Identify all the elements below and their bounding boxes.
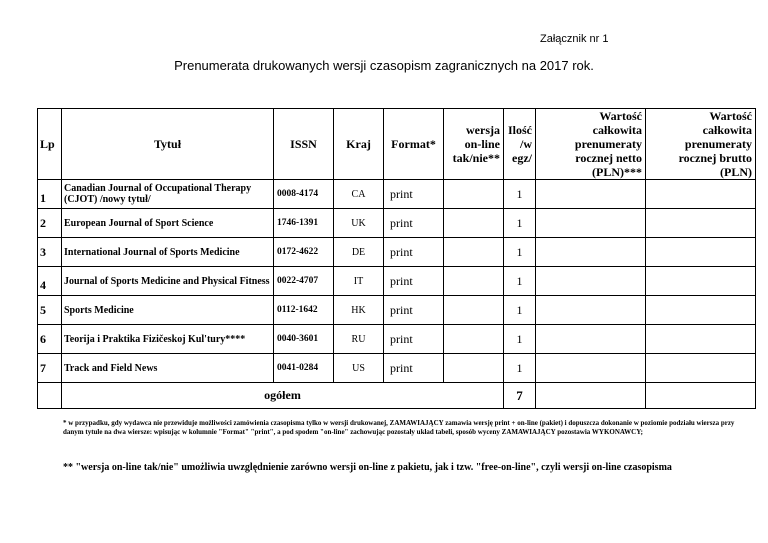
row-tytul: Track and Field News: [62, 354, 274, 383]
row-ilosc: 1: [504, 180, 536, 209]
table-row: [38, 180, 756, 209]
row-lp: 2: [38, 209, 62, 238]
row-netto-cell: [536, 180, 646, 209]
row-brutto-cell: [646, 296, 756, 325]
row-format: print: [384, 354, 444, 383]
header-wersja: wersja on-line tak/nie**: [444, 109, 504, 180]
row-kraj: US: [334, 354, 384, 383]
total-lp-cell: [38, 383, 62, 409]
row-format: print: [384, 209, 444, 238]
row-wersja-cell: [444, 325, 504, 354]
header-row: [38, 109, 756, 180]
row-kraj: CA: [334, 180, 384, 209]
total-brutto-cell: [646, 383, 756, 409]
row-lp: 4: [38, 267, 62, 296]
row-kraj: HK: [334, 296, 384, 325]
total-netto-cell: [536, 383, 646, 409]
row-wersja-cell: [444, 180, 504, 209]
header-kraj: Kraj: [334, 109, 384, 180]
row-wersja-cell: [444, 238, 504, 267]
row-format: print: [384, 267, 444, 296]
row-format: print: [384, 180, 444, 209]
row-ilosc: 1: [504, 238, 536, 267]
row-lp: 7: [38, 354, 62, 383]
row-tytul: Canadian Journal of Occupational Therapy (CJOT) /nowy tytuł/: [62, 180, 274, 209]
footnote-format: * w przypadku, gdy wydawca nie przewiduje możliwości zamówienia czasopisma tylko w wersji drukowanej, ZAMAWIAJĄCY zamawia wersję print + on-line (pakiet) i dopuszcza dokonanie w poziomie podziału wiersza przy danym tytule na dwa wiersze: wpisując w kolumnie "Format" "print", a pod spodem "on-line" zachowując pozostały układ tabeli, sposób wyceny ZAMAWIAJĄCY pozostawia WYKONAWCY;: [63, 419, 735, 436]
row-netto-cell: [536, 354, 646, 383]
row-kraj: RU: [334, 325, 384, 354]
header-format: Format*: [384, 109, 444, 180]
header-tytul: Tytuł: [62, 109, 274, 180]
table-row: [38, 325, 756, 354]
row-kraj: UK: [334, 209, 384, 238]
table-row: [38, 209, 756, 238]
row-ilosc: 1: [504, 296, 536, 325]
row-wersja-cell: [444, 354, 504, 383]
row-lp: 6: [38, 325, 62, 354]
row-format: print: [384, 325, 444, 354]
row-tytul: International Journal of Sports Medicine: [62, 238, 274, 267]
row-ilosc: 1: [504, 325, 536, 354]
row-netto-cell: [536, 238, 646, 267]
row-issn: 0008-4174: [274, 180, 334, 209]
total-value: 7: [504, 383, 536, 409]
row-lp: 3: [38, 238, 62, 267]
row-brutto-cell: [646, 354, 756, 383]
table-row: [38, 238, 756, 267]
total-label: ogółem: [62, 383, 504, 409]
row-tytul: Journal of Sports Medicine and Physical Fitness: [62, 267, 274, 296]
row-lp: 1: [38, 180, 62, 209]
header-issn: ISSN: [274, 109, 334, 180]
row-netto-cell: [536, 267, 646, 296]
row-tytul: European Journal of Sport Science: [62, 209, 274, 238]
row-issn: 0172-4622: [274, 238, 334, 267]
row-lp: 5: [38, 296, 62, 325]
row-brutto-cell: [646, 267, 756, 296]
row-tytul: Teorija i Praktika Fizičeskoj Kul'tury****: [62, 325, 274, 354]
table-row: [38, 296, 756, 325]
row-brutto-cell: [646, 325, 756, 354]
table-row: [38, 267, 756, 296]
row-issn: 0022-4707: [274, 267, 334, 296]
document-title: Prenumerata drukowanych wersji czasopism zagranicznych na 2017 rok.: [174, 58, 594, 73]
header-wartosc-brutto: Wartość całkowita prenumeraty rocznej brutto (PLN): [646, 109, 756, 180]
row-wersja-cell: [444, 267, 504, 296]
row-netto-cell: [536, 325, 646, 354]
row-issn: 0112-1642: [274, 296, 334, 325]
row-issn: 0041-0284: [274, 354, 334, 383]
row-issn: 1746-1391: [274, 209, 334, 238]
row-ilosc: 1: [504, 209, 536, 238]
total-row: [38, 383, 756, 409]
header-lp: Lp: [38, 109, 62, 180]
row-wersja-cell: [444, 209, 504, 238]
header-wartosc-netto: Wartość całkowita prenumeraty rocznej netto (PLN)***: [536, 109, 646, 180]
row-ilosc: 1: [504, 267, 536, 296]
footnote-online: ** "wersja on-line tak/nie" umożliwia uwzględnienie zarówno wersji on-line z pakietu, jak i tzw. "free-on-line", czyli wersji on-line czasopisma: [63, 462, 672, 473]
subscription-table: [37, 108, 756, 409]
row-kraj: DE: [334, 238, 384, 267]
table-row: [38, 354, 756, 383]
row-wersja-cell: [444, 296, 504, 325]
annex-label: Załącznik nr 1: [540, 33, 609, 45]
row-brutto-cell: [646, 180, 756, 209]
row-format: print: [384, 296, 444, 325]
row-format: print: [384, 238, 444, 267]
row-issn: 0040-3601: [274, 325, 334, 354]
row-kraj: IT: [334, 267, 384, 296]
row-netto-cell: [536, 209, 646, 238]
row-brutto-cell: [646, 238, 756, 267]
header-ilosc: Ilość /w egz/: [504, 109, 536, 180]
row-ilosc: 1: [504, 354, 536, 383]
row-netto-cell: [536, 296, 646, 325]
row-brutto-cell: [646, 209, 756, 238]
row-tytul: Sports Medicine: [62, 296, 274, 325]
